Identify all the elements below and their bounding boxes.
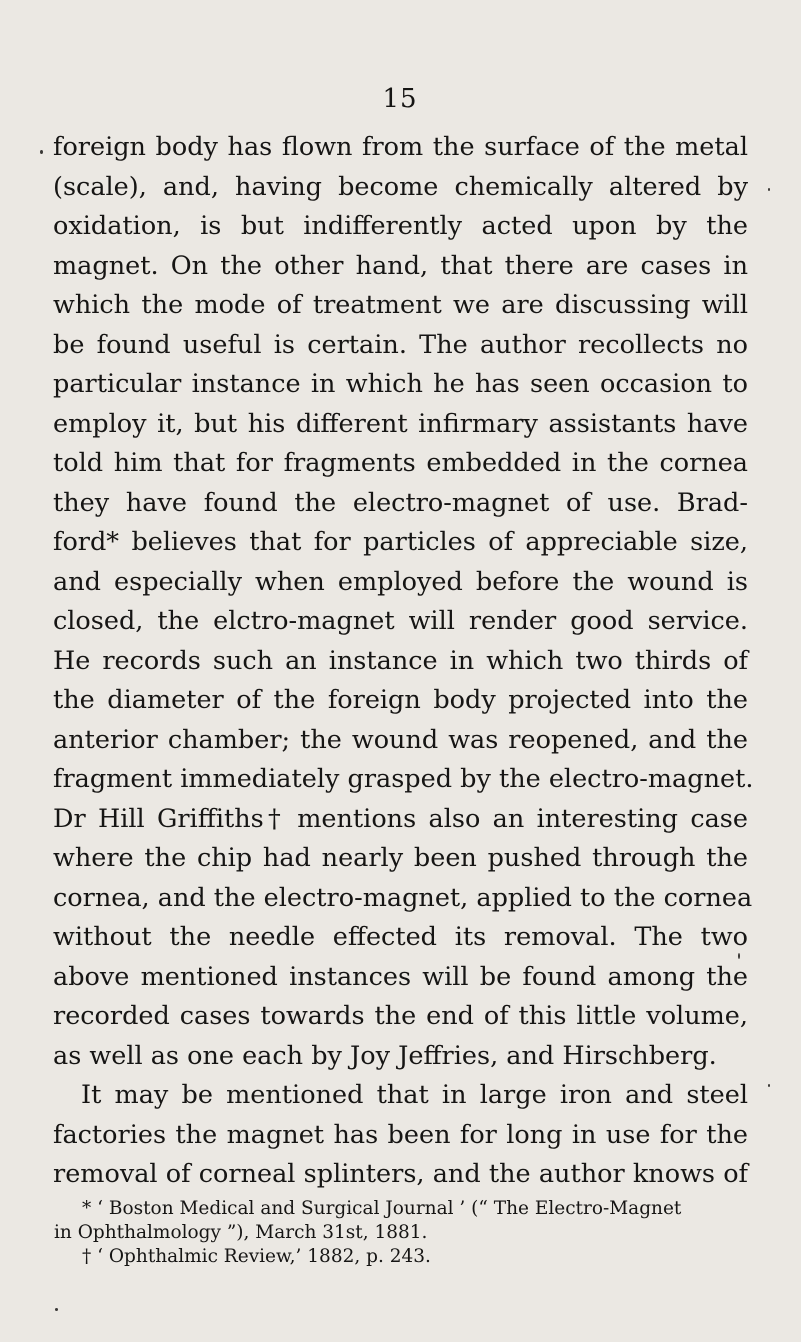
text-line: recorded cases towards the end of this little volume,	[53, 1001, 748, 1031]
text-line: cornea, and the electro-magnet, applied to the cornea	[53, 882, 753, 913]
text-line: (scale), and, having become chemically altered by	[53, 171, 748, 202]
text-line: It may be mentioned that in large iron and steel	[81, 1080, 748, 1110]
footnote-line: * ‘ Boston Medical and Surgical Journal ’ (“ The Electro-Magnet	[82, 1198, 682, 1219]
text-line: above mentioned instances will be found among the	[53, 961, 748, 992]
text-line: Dr Hill Griffiths† mentions also an interesting case	[53, 803, 748, 834]
text-line: removal of corneal splinters, and the author knows of	[53, 1159, 748, 1189]
text-line: be found useful is certain. The author recollects no	[53, 329, 748, 360]
text-line: they have found the electro-magnet of use. Brad-	[53, 487, 748, 518]
text-line: closed, the elctro-magnet will render good service.	[53, 606, 748, 636]
text-line: He records such an instance in which two thirds of	[53, 645, 748, 676]
text-line: ford* believes that for particles of appreciable size,	[53, 527, 748, 557]
text-line: the diameter of the foreign body projected into the	[53, 685, 748, 715]
scan-speck	[738, 953, 740, 959]
scan-speck	[768, 188, 770, 191]
text-line: which the mode of treatment we are discussing will	[53, 290, 748, 320]
body-text	[53, 128, 754, 1195]
text-line: told him that for fragments embedded in the cornea	[53, 448, 748, 478]
text-line: where the chip had nearly been pushed through the	[53, 843, 748, 873]
footnotes	[54, 1197, 748, 1269]
text-line: magnet. On the other hand, that there are cases in	[53, 250, 748, 281]
page-number: 15	[382, 84, 418, 114]
text-line: as well as one each by Joy Jeffries, and Hirschberg.	[53, 1040, 717, 1071]
scan-speck	[55, 1308, 58, 1311]
text-line: fragment immediately grasped by the electro-magnet.	[53, 764, 754, 794]
text-line: oxidation, is but indifferently acted upon by the	[53, 211, 748, 241]
footnote-line: in Ophthalmology ”), March 31st, 1881.	[54, 1222, 428, 1243]
scan-speck	[768, 1084, 770, 1087]
text-line: particular instance in which he has seen occasion to	[53, 369, 748, 399]
text-line: without the needle effected its removal. The two	[53, 922, 748, 952]
text-line: foreign body has flown from the surface of the metal	[53, 132, 748, 162]
text-line: employ it, but his different infirmary assistants have	[53, 408, 748, 439]
scan-speck	[40, 150, 43, 154]
footnote-line: † ‘ Ophthalmic Review,’ 1882, p. 243.	[82, 1246, 431, 1267]
text-line: and especially when employed before the wound is	[53, 566, 748, 597]
text-line: factories the magnet has been for long in use for the	[53, 1119, 748, 1150]
text-line: anterior chamber; the wound was reopened, and the	[53, 724, 748, 755]
